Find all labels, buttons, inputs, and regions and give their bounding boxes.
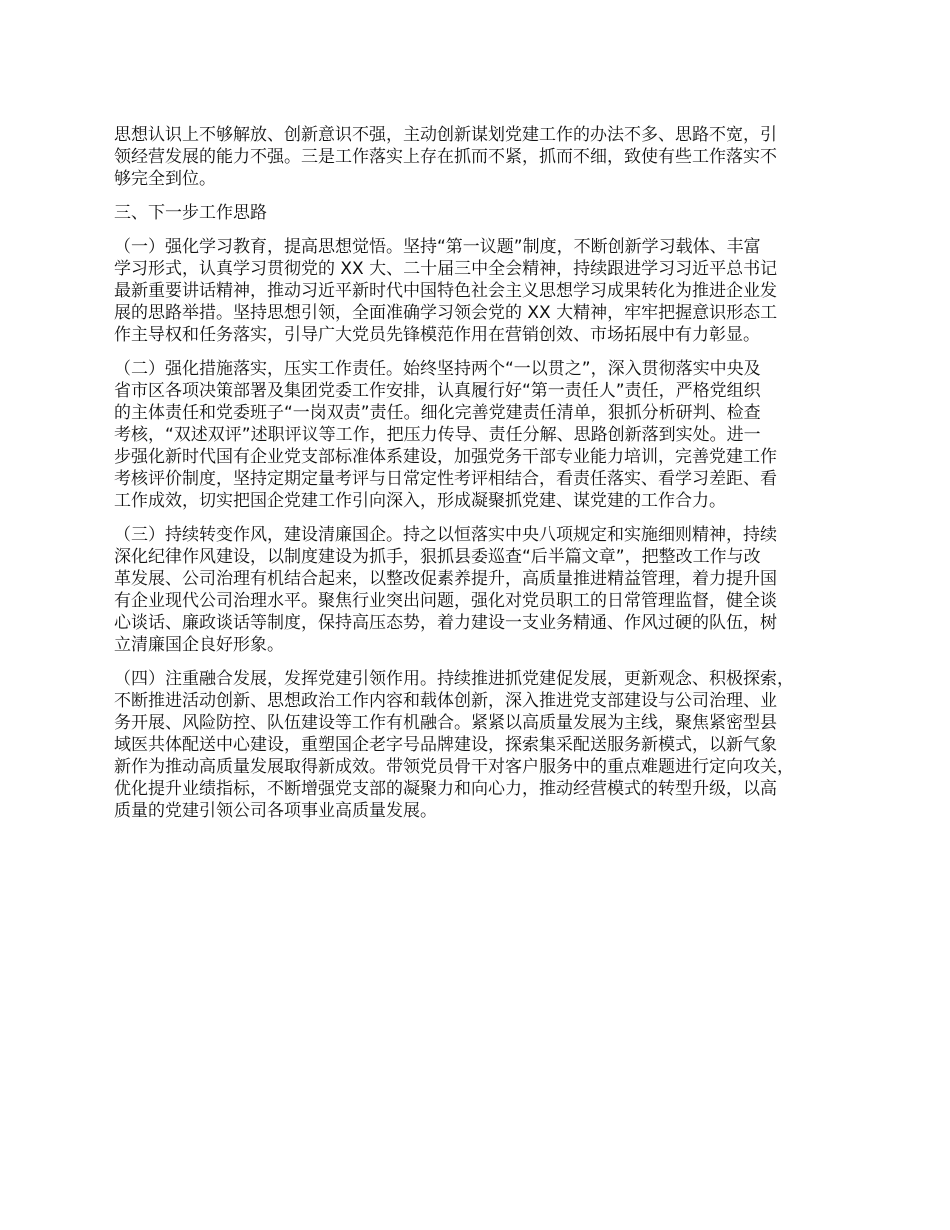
text-line: 质量的党建引领公司各项事业高质量发展。	[114, 801, 437, 821]
text-line: 考核，“双述双评”述职评议等工作，把压力传导、责任分解、思路创新落到实处。进一	[114, 425, 761, 445]
text-line: 新作为推动高质量发展取得新成效。带领党员骨干对客户服务中的重点难题进行定向攻关，	[114, 757, 794, 777]
document-page	[114, 124, 842, 834]
paragraph-intro	[114, 124, 842, 190]
text-line: 不断推进活动创新、思想政治工作内容和载体创新，深入推进党支部建设与公司治理、业	[114, 691, 777, 711]
text-line: 作主导权和任务落实，引导广大党员先锋模范作用在营销创效、市场拓展中有力彰显。	[114, 325, 760, 345]
text-line: （二）强化措施落实，压实工作责任。始终坚持两个“一以贯之”，深入贯彻落实中央及	[114, 359, 761, 379]
paragraph-4	[114, 668, 842, 822]
text-line: 务开展、风险防控、队伍建设等工作有机融合。紧紧以高质量发展为主线，聚焦紧密型县	[114, 713, 777, 733]
text-line: 域医共体配送中心建设，重塑国企老字号品牌建设，探索集采配送服务新模式，以新气象	[114, 735, 777, 755]
text-line: 领经营发展的能力不强。三是工作落实上存在抓而不紧，抓而不细，致使有些工作落实不	[114, 147, 777, 167]
text-line: 心谈话、廉政谈话等制度，保持高压态势，着力建设一支业务精通、作风过硬的队伍，树	[114, 613, 777, 633]
text-line: 工作成效，切实把国企党建工作引向深入，形成凝聚抓党建、谋党建的工作合力。	[114, 491, 726, 511]
paragraph-2	[114, 358, 842, 512]
paragraph-3	[114, 524, 842, 656]
text-line: 立清廉国企良好形象。	[114, 635, 284, 655]
section-heading: 三、下一步工作思路	[114, 203, 267, 223]
paragraph-1	[114, 236, 842, 346]
text-line: 省市区各项决策部署及集团党委工作安排，认真履行好“第一责任人”责任，严格党组织	[114, 381, 761, 401]
text-line: 步强化新时代国有企业党支部标准体系建设，加强党务干部专业能力培训，完善党建工作	[114, 447, 777, 467]
text-line: 考核评价制度，坚持定期定量考评与日常定性考评相结合，看责任落实、看学习差距、看	[114, 469, 777, 489]
text-line: （一）强化学习教育，提高思想觉悟。坚持“第一议题”制度，不断创新学习载体、丰富	[114, 237, 761, 257]
text-line: 最新重要讲话精神，推动习近平新时代中国特色社会主义思想学习成果转化为推进企业发	[114, 281, 777, 301]
text-line: （四）注重融合发展，发挥党建引领作用。持续推进抓党建促发展，更新观念、积极探索，	[114, 669, 794, 689]
text-line: 展的思路举措。坚持思想引领，全面准确学习领会党的 XX 大精神，牢牢把握意识形态工	[114, 303, 778, 323]
text-line: （三）持续转变作风，建设清廉国企。持之以恒落实中央八项规定和实施细则精神，持续	[114, 525, 777, 545]
text-line: 革发展、公司治理有机结合起来，以整改促素养提升，高质量推进精益管理，着力提升国	[114, 569, 777, 589]
text-line: 思想认识上不够解放、创新意识不强，主动创新谋划党建工作的办法不多、思路不宽，引	[114, 125, 777, 145]
text-line: 学习形式，认真学习贯彻党的 XX 大、二十届三中全会精神，持续跟进学习习近平总书记	[114, 259, 778, 279]
text-line: 优化提升业绩指标，不断增强党支部的凝聚力和向心力，推动经营模式的转型升级，以高	[114, 779, 777, 799]
text-line: 有企业现代公司治理水平。聚焦行业突出问题，强化对党员职工的日常管理监督，健全谈	[114, 591, 777, 611]
text-line: 的主体责任和党委班子“一岗双责”责任。细化完善党建责任清单，狠抓分析研判、检查	[114, 403, 761, 423]
text-line: 够完全到位。	[114, 169, 216, 189]
text-line: 深化纪律作风建设，以制度建设为抓手，狠抓县委巡查“后半篇文章”，把整改工作与改	[114, 547, 761, 567]
